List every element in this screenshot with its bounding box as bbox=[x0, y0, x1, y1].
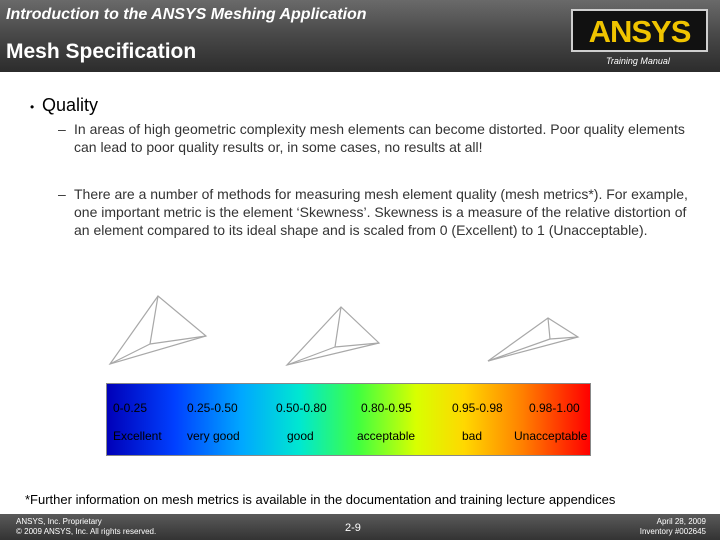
scale-quality-2: good bbox=[287, 429, 314, 443]
tetrahedron-good-icon bbox=[283, 303, 383, 373]
tetrahedron-excellent-icon bbox=[108, 292, 208, 372]
tetrahedron-unacceptable-icon bbox=[486, 315, 586, 365]
sub-point-1 bbox=[58, 120, 698, 156]
footer-proprietary: ANSYS, Inc. Proprietary bbox=[16, 517, 102, 526]
training-manual-label: Training Manual bbox=[606, 56, 670, 66]
scale-quality-1: very good bbox=[187, 429, 240, 443]
dash-icon: – bbox=[58, 186, 66, 202]
scale-quality-5: Unacceptable bbox=[514, 429, 588, 443]
scale-range-2: 0.50-0.80 bbox=[276, 401, 327, 415]
header-title: Introduction to the ANSYS Meshing Application bbox=[6, 6, 367, 23]
sub-point-text: There are a number of methods for measuring mesh element quality (mesh metrics*). For example, one important metric is the element ‘Skewness’. Skewness is a measure of the relative distortion of an element compared to its ideal shape and is scaled from 0 (Excellent) to 1 (Unacceptable). bbox=[74, 186, 688, 238]
page-number: 2-9 bbox=[345, 522, 361, 534]
sub-point-text: In areas of high geometric complexity mesh elements can become distorted. Poor quality elements can lead to poor quality results or, in some cases, no results at all! bbox=[74, 121, 685, 155]
footer-bar bbox=[0, 514, 720, 540]
scale-quality-3: acceptable bbox=[357, 429, 416, 443]
bullet-dot-icon: • bbox=[30, 100, 35, 114]
scale-range-0: 0-0.25 bbox=[113, 401, 148, 415]
footer-copyright bbox=[16, 517, 156, 537]
scale-quality-4: bad bbox=[462, 429, 483, 443]
dash-icon: – bbox=[58, 121, 66, 137]
scale-range-1: 0.25-0.50 bbox=[187, 401, 238, 415]
skewness-color-scale bbox=[106, 383, 591, 456]
bullet-quality bbox=[30, 95, 98, 116]
ansys-logo bbox=[571, 9, 708, 52]
logo-text: ANSYS bbox=[588, 14, 691, 49]
footer-rights: © 2009 ANSYS, Inc. All rights reserved. bbox=[16, 527, 157, 536]
scale-range-5: 0.98-1.00 bbox=[529, 401, 580, 415]
scale-range-3: 0.80-0.95 bbox=[361, 401, 412, 415]
bullet-text: Quality bbox=[42, 95, 99, 115]
sub-point-2 bbox=[58, 185, 698, 239]
footer-inventory: Inventory #002645 bbox=[639, 527, 706, 536]
footnote: *Further information on mesh metrics is available in the documentation and training lecture appendices bbox=[25, 492, 616, 507]
scale-quality-0: Excellent bbox=[113, 429, 162, 443]
header-bar bbox=[0, 0, 720, 72]
footer-date-inventory bbox=[640, 517, 706, 537]
footer-date: April 28, 2009 bbox=[656, 517, 706, 526]
scale-range-4: 0.95-0.98 bbox=[452, 401, 503, 415]
slide-title: Mesh Specification bbox=[6, 40, 197, 63]
